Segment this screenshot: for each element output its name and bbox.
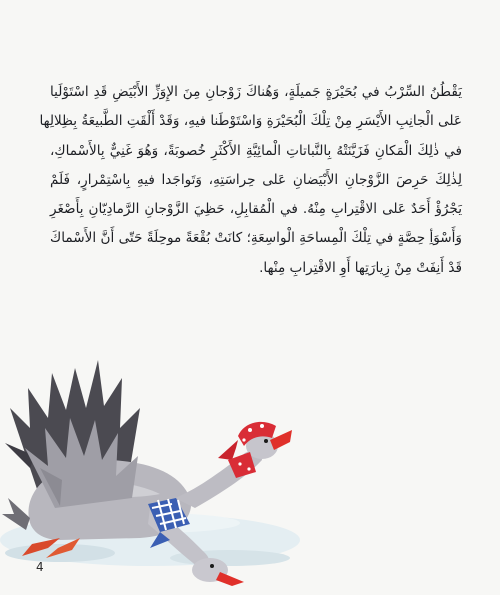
story-line-7: قَدْ أَنِفَتْ مِنْ زِيارَتِها أَوِ الاقْتِرابِ مِنْها. — [259, 259, 462, 276]
story-text — [39, 78, 462, 283]
page-number: 4 — [36, 560, 44, 574]
story-line-1: يَقْطُنُ السِّرْبُ في بُحَيْرَةٍ جَميلَةٍ، وَهُناكَ زَوْجانِ مِنَ الإِوَزِّ الأَبْيَضِ قَدِ اسْتَوْلَيا — [50, 84, 462, 100]
story-line-4: لِذٰلِكَ حَرِصَ الزَّوْجانِ الأَبْيَضانِ عَلى حِراسَتِهِ، وَتَواجَدا فيهِ بِاسْتِمْرارٍ، فَلَمْ — [50, 171, 462, 188]
story-line-6: وَأَسْوَأِ حِصَّةٍ في تِلْكَ الْمِساحَةِ الْواسِعَةِ؛ كانَتْ بُقْعَةً موحِلَةً حَتّى أَنَّ الأَسْماكَ — [50, 230, 462, 247]
story-line-5: يَجْرُؤْ أَحَدٌ عَلى الاقْتِرابِ مِنْهُ. في الْمُقابِلِ، حَظِيَ الزَّوْجانِ الرَّمادِيّانِ بِأَصْغَرِ — [50, 201, 462, 218]
grey-goose-icon — [0, 348, 310, 588]
story-line-2: عَلى الْجانِبِ الأَيْسَرِ مِنْ تِلْكَ الْبُحَيْرَةِ وَاسْتَوْطَنا فيهِ، وَقَدْ أَلْقَتِ الطَّبيعَةُ بِظِلالِها — [39, 113, 462, 130]
story-line-3: في ذٰلِكَ الْمَكانِ فَزَيَّنَتْهُ بِالنَّباتاتِ الْمائِيَّةِ الأَكْثَرِ خُصوبَةً، وَهُوَ غَنِيٌّ بِالأَسْماكِ، — [50, 142, 462, 159]
